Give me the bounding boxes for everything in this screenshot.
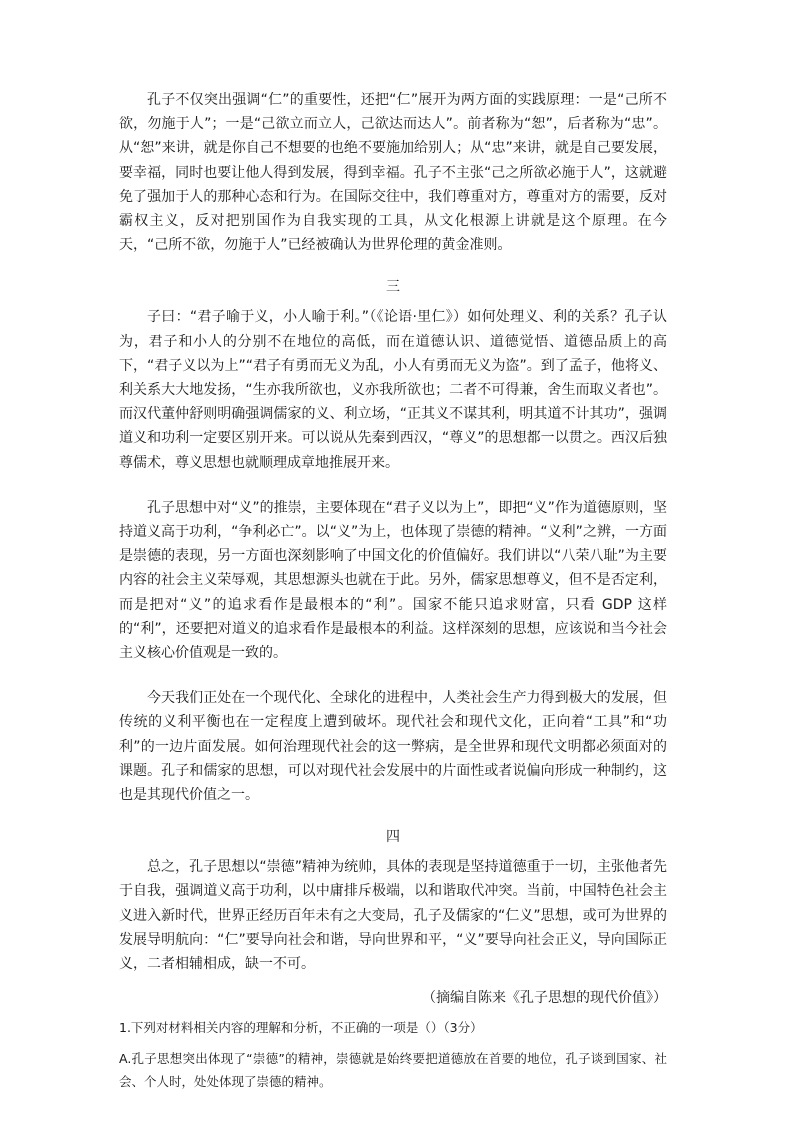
source-citation: （摘编自陈来《孔子思想的现代价值》） — [422, 990, 667, 1007]
question-stem: 1.下列对材料相关内容的理解和分析，不正确的一项是（）（3分） — [119, 1020, 483, 1036]
section-number-four: 四 — [386, 829, 400, 846]
section-number-three: 三 — [386, 279, 400, 296]
paragraph-modern: 今天我们正处在一个现代化、全球化的进程中，人类社会生产力得到极大的发展，但传统的义利平衡也在一定程度上遭到破坏。现代社会和现代文化，正向着“工具”和“功利”的一边片面发展。如何治理现代社会的这一弊病，是全世界和现代文明都必须面对的课题。孔子和儒家的思想，可以对现代社会发展中的片面性或者说偏向形成一种制约，这也是其现代价值之一。 — [119, 690, 667, 804]
question-option-a: A.孔子思想突出体现了“崇德”的精神，崇德就是始终要把道德放在首要的地位，孔子谈到国家、社会、个人时，处处体现了崇德的精神。 — [119, 1051, 667, 1090]
paragraph-ren: 孔子不仅突出强调“仁”的重要性，还把“仁”展开为两方面的实践原理：一是“己所不欲，勿施于人”；一是“己欲立而立人，己欲达而达人”。前者称为“恕”，后者称为“忠”。从“恕”来讲，就是你自己不想要的也绝不要施加给别人；从“忠”来讲，就是自己要发展，要幸福，同时也要让他人得到发展，得到幸福。孔子不主张“己之所欲必施于人”，这就避免了强加于人的那种心态和行为。在国际交往中，我们尊重对方，尊重对方的需要，反对霸权主义，反对把别国作为自我实现的工具，从文化根源上讲就是这个原理。在今天，“己所不欲，勿施于人”已经被确认为世界伦理的黄金准则。 — [119, 92, 667, 254]
document-page — [119, 88, 667, 1093]
paragraph-conclusion: 总之，孔子思想以“崇德”精神为统帅，具体的表现是坚持道德重于一切，主张他者先于自我，强调道义高于功利，以中庸排斥极端，以和谐取代冲突。当前，中国特色社会主义进入新时代，世界正经历百年未有之大变局，孔子及儒家的“仁义”思想，或可为世界的发展导明航向：“仁”要导向社会和谐，导向世界和平，“义”要导向社会正义，导向国际正义，二者相辅相成，缺一不可。 — [119, 859, 667, 973]
paragraph-yi-li: 子曰：“君子喻于义，小人喻于利。”（《论语·里仁》）如何处理义、利的关系？孔子认为，君子和小人的分别不在地位的高低，而在道德认识、道德觉悟、道德品质上的高下，“君子义以为上”“君子有勇而无义为乱，小人有勇而无义为盗”。到了孟子，他将义、利关系大大地发扬，“生亦我所欲也，义亦我所欲也；二者不可得兼，舍生而取义者也”。而汉代董仲舒则明确强调儒家的义、利立场，“正其义不谋其利，明其道不计其功”，强调道义和功利一定要区别开来。可以说从先秦到西汉，“尊义”的思想都一以贯之。西汉后独尊儒术，尊义思想也就顺理成章地推展开来。 — [119, 309, 667, 471]
paragraph-shang-yi: 孔子思想中对“义”的推崇，主要体现在“君子义以为上”，即把“义”作为道德原则，坚持道义高于功利，“争利必亡”。以“义”为上，也体现了崇德的精神。“义利”之辨，一方面是崇德的表现，另一方面也深刻影响了中国文化的价值偏好。我们讲以“八荣八耻”为主要内容的社会主义荣辱观，其思想源头也就在于此。另外，儒家思想尊义，但不是否定利，而是把对“义”的追求看作是最根本的“利”。国家不能只追求财富，只看 GDP 这样的“利”，还要把对道义的追求看作是最根本的利益。这样深刻的思想，应该说和当今社会主义核心价值观是一致的。 — [119, 499, 667, 662]
